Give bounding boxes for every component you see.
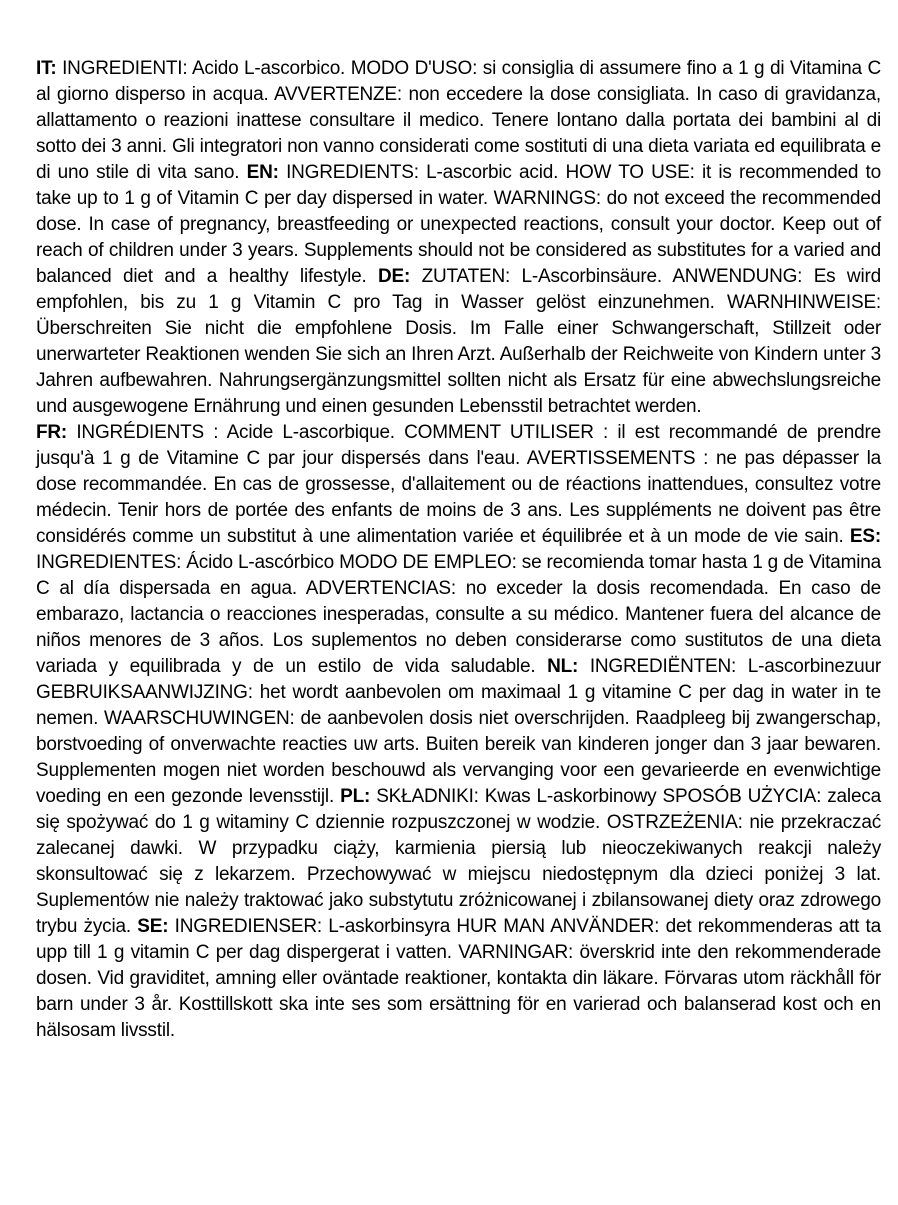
segment-text-nl: INGREDIËNTEN: L-ascorbinezuur GEBRUIKSAANWIJZING: het wordt aanbevolen om maximaal 1 g vitamine C per dag in water in te nemen. WAARSCHUWINGEN: de aanbevolen dosis niet overschrijden. Raadpleeg bij zwangerschap, borstvoeding of onverwachte reacties uw arts. Buiten bereik van kinderen jonger dan 3 jaar bewaren. Supplementen mogen niet worden beschouwd als vervanging voor een gevarieerde en evenwichtige voeding en een gezonde levensstijl. — [36, 656, 881, 807]
language-tag-it: IT: — [36, 58, 57, 79]
label-text-block — [36, 56, 881, 1044]
segment-text-de: ZUTATEN: L-Ascorbinsäure. ANWENDUNG: Es wird empfohlen, bis zu 1 g Vitamin C pro Tag in Wasser gelöst einzunehmen. WARNHINWEISE: Überschreiten Sie nicht die empfohlene Dosis. Im Falle einer Schwangerschaft, Stillzeit oder unerwarteter Reaktionen wenden Sie sich an Ihren Arzt. Außerhalb der Reichweite von Kindern unter 3 Jahren aufbewahren. Nahrungsergänzungsmittel sollten nicht als Ersatz für eine abwechslungsreiche und ausgewogene Ernährung und einen gesunden Lebensstil betrachtet werden. — [36, 266, 881, 417]
label-paragraph — [36, 56, 881, 420]
language-tag-fr: FR: — [36, 422, 68, 443]
label-paragraph — [36, 420, 881, 1044]
language-tag-es: ES: — [849, 526, 881, 547]
language-tag-nl: NL: — [547, 656, 579, 677]
segment-text-es: INGREDIENTES: Ácido L-ascórbico MODO DE EMPLEO: se recomienda tomar hasta 1 g de Vitamina C al día dispersada en agua. ADVERTENCIAS: no exceder la dosis recomendada. En caso de embarazo, lactancia o reacciones inesperadas, consulte a su médico. Mantener fuera del alcance de niños menores de 3 años. Los suplementos no deben considerarse como sustitutos de una dieta variada y equilibrada y de un estilo de vida saludable. — [36, 552, 881, 677]
segment-text-se: INGREDIENSER: L-askorbinsyra HUR MAN ANVÄNDER: det rekommenderas att ta upp till 1 g vitamin C per dag dispergerat i vatten. VARNINGAR: överskrid inte den rekommenderade dosen. Vid graviditet, amning eller oväntade reaktioner, kontakta din läkare. Förvaras utom räckhåll för barn under 3 år. Kosttillskott ska inte ses som ersättning för en varierad och balanserad kost och en hälsosam livsstil. — [36, 916, 882, 1041]
language-tag-pl: PL: — [340, 786, 371, 807]
language-tag-se: SE: — [137, 916, 169, 937]
segment-text-fr: INGRÉDIENTS : Acide L-ascorbique. COMMENT UTILISER : il est recommandé de prendre jusqu'à 1 g de Vitamine C par jour dispersés dans l'eau. AVERTISSEMENTS : ne pas dépasser la dose recommandée. En cas de grossesse, d'allaitement ou de réactions inattendues, consultez votre médecin. Tenir hors de portée des enfants de moins de 3 ans. Les suppléments ne doivent pas être considérés comme un substitut à une alimentation variée et équilibrée et à un mode de vie sain. — [36, 422, 881, 547]
segment-text-en: INGREDIENTS: L-ascorbic acid. HOW TO USE: it is recommended to take up to 1 g of Vitamin C per day dispersed in water. WARNINGS: do not exceed the recommended dose. In case of pregnancy, breastfeeding or unexpected reactions, consult your doctor. Keep out of reach of children under 3 years. Supplements should not be considered as substitutes for a varied and balanced diet and a healthy lifestyle. — [36, 162, 881, 287]
language-tag-de: DE: — [378, 266, 411, 287]
segment-text-it: INGREDIENTI: Acido L-ascorbico. MODO D'USO: si consiglia di assumere fino a 1 g di Vitamina C al giorno disperso in acqua. AVVERTENZE: non eccedere la dose consigliata. In caso di gravidanza, allattamento o reazioni inattese consultare il medico. Tenere lontano dalla portata dei bambini al di sotto dei 3 anni. Gli integratori non vanno considerati come sostituti di una dieta variata ed equilibrata e di uno stile di vita sano. — [36, 58, 881, 183]
segment-text-pl: SKŁADNIKI: Kwas L-askorbinowy SPOSÓB UŻYCIA: zaleca się spożywać do 1 g witaminy C dziennie rozpuszczonej w wodzie. OSTRZEŻENIA: nie przekraczać zalecanej dawki. W przypadku ciąży, karmienia piersią lub nieoczekiwanych reakcji należy skonsultować się z lekarzem. Przechowywać w miejscu niedostępnym dla dzieci poniżej 3 lat. Suplementów nie należy traktować jako substytutu zróżnicowanej i zbilansowanej diety oraz zdrowego trybu życia. — [36, 786, 881, 937]
language-tag-en: EN: — [246, 162, 279, 183]
